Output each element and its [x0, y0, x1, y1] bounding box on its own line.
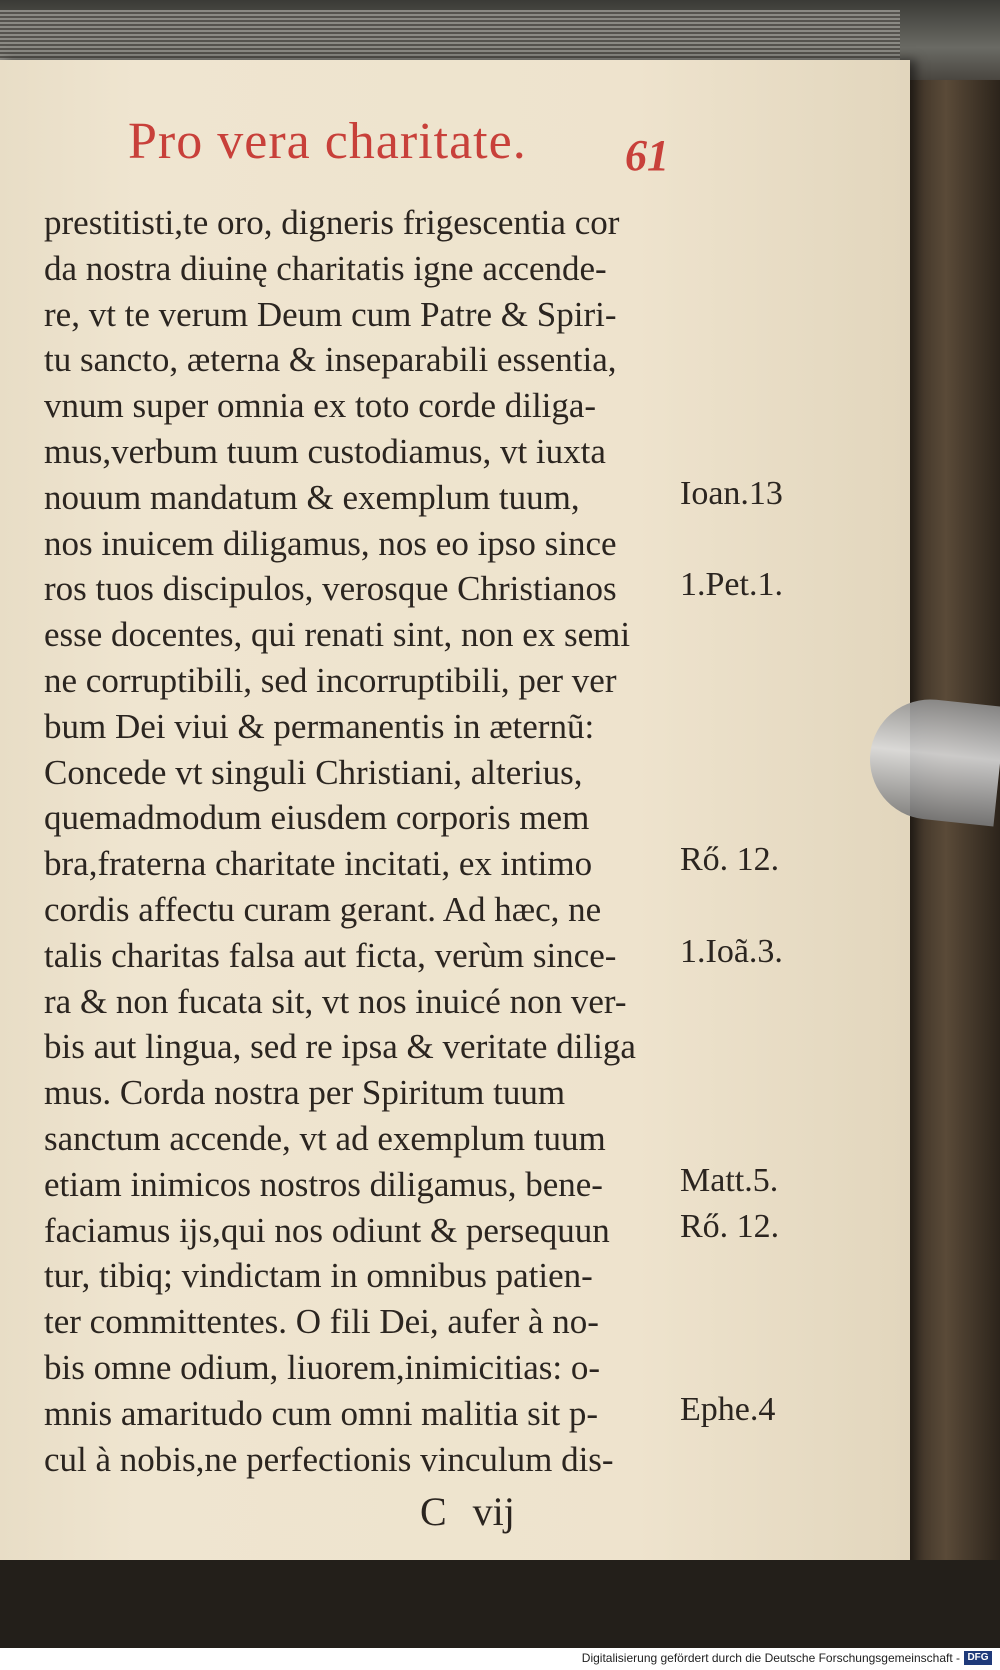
text-line: faciamus ijs,qui nos odiunt & persequun [44, 1210, 610, 1250]
text-line: bis aut lingua, sed re ipsa & veritate diliga [44, 1027, 636, 1067]
text-line: vnum super omnia ex toto corde diliga- [44, 386, 597, 426]
text-line: nos inuicem diligamus, nos eo ipso since [44, 523, 617, 563]
body-text [44, 200, 684, 1482]
text-line: ne corruptibili, sed incorruptibili, per ver [44, 660, 617, 700]
margin-reference: Ioan.13 [680, 474, 783, 512]
text-line: mnis amaritudo cum omni malitia sit p- [44, 1393, 599, 1433]
text-line: ros tuos discipulos, verosque Christianos [44, 569, 617, 609]
signature-mark: C vij [420, 1489, 515, 1534]
text-line: cul à nobis,ne perfectionis vinculum dis- [44, 1439, 614, 1479]
text-line: mus. Corda nostra per Spiritum tuum [44, 1073, 566, 1113]
text-line: tur, tibiq; vindictam in omnibus patien- [44, 1256, 593, 1296]
margin-reference: Matt.5. [680, 1161, 779, 1199]
text-line: bis omne odium, liuorem,inimicitias: o- [44, 1347, 601, 1387]
text-line: etiam inimicos nostros diligamus, bene- [44, 1164, 603, 1204]
margin-reference: Rő. 12. [680, 1207, 780, 1245]
running-header: Pro vera charitate. [128, 113, 527, 170]
text-line: Concede vt singuli Christiani, alterius, [44, 752, 583, 792]
text-line: da nostra diuinę charitatis igne accende- [44, 248, 607, 288]
text-line: nouum mandatum & exemplum tuum, [44, 477, 580, 517]
text-line: bum Dei viui & permanentis in æternũ: [44, 706, 595, 746]
text-line: cordis affectu curam gerant. Ad hæc, ne [44, 889, 602, 929]
text-line: ra & non fucata sit, vt nos inuicé non ver- [44, 981, 627, 1021]
margin-reference: Ephe.4 [680, 1390, 776, 1428]
dfg-logo: DFG [964, 1651, 992, 1665]
text-line: ter committentes. O fili Dei, aufer à no- [44, 1302, 599, 1342]
margin-reference: Rő. 12. [680, 841, 780, 879]
text-line: re, vt te verum Deum cum Patre & Spiri- [44, 294, 617, 334]
margin-reference: 1.Ioã.3. [680, 932, 783, 970]
text-line: mus,verbum tuum custodiamus, vt iuxta [44, 431, 606, 471]
text-line: talis charitas falsa aut ficta, verùm since- [44, 935, 617, 975]
page-number: 61 [625, 131, 669, 180]
footer-credit: Digitalisierung gefördert durch die Deutsche Forschungsgemeinschaft - [581, 1651, 960, 1665]
text-line: tu sancto, æterna & inseparabili essentia, [44, 340, 617, 380]
text-line: quemadmodum eiusdem corporis mem [44, 798, 590, 838]
text-line: sanctum accende, vt ad exemplum tuum [44, 1118, 606, 1158]
text-line: prestitisti,te oro, digneris frigescentia cor [44, 203, 620, 242]
text-line: bra,fraterna charitate incitati, ex intimo [44, 844, 593, 884]
margin-reference: 1.Pet.1. [680, 566, 783, 604]
text-line: esse docentes, qui renati sint, non ex semi [44, 615, 631, 655]
